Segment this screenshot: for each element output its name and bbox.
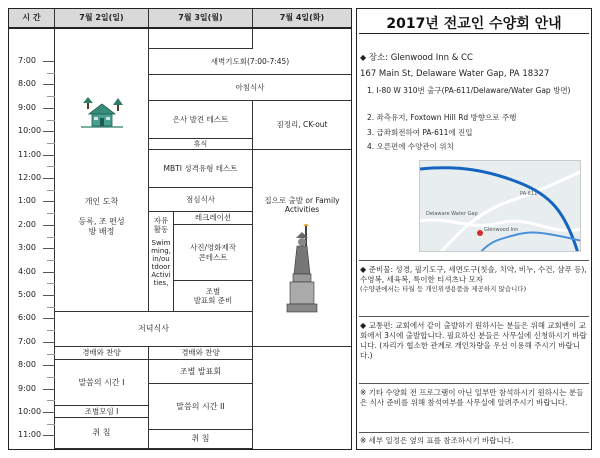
hour-tick xyxy=(43,155,55,156)
day1-sleep: 취 침 xyxy=(55,418,149,449)
title-divider xyxy=(359,33,589,34)
time-label: 7:00 xyxy=(18,56,36,65)
cabin-icon xyxy=(79,97,125,131)
free-detail: Swim ming, in/ou tdoor Activi ties, xyxy=(151,238,171,287)
time-label: 6:00 xyxy=(18,313,36,323)
note-partial: ※ 기타 수양회 전 프로그램이 아닌 일부만 참석하시기 원하시는 분들은 식사 준비를 위해 참석여부를 사무실에 알려주시기 바랍니다. xyxy=(360,388,584,407)
time-column xyxy=(9,29,55,449)
direction-1: 1. I-80 W 310번 출구(PA-611/Delaware/Water Gap 방면) xyxy=(367,86,571,95)
hour-tick xyxy=(43,61,55,62)
half-hour-tick xyxy=(47,400,55,401)
half-hour-tick xyxy=(47,424,55,425)
header-day3: 7월 4일(화) xyxy=(253,9,351,29)
time-label: 11:00 xyxy=(18,149,42,159)
day3-empty xyxy=(253,347,351,449)
time-label: 12:00 xyxy=(18,173,42,182)
transport xyxy=(360,321,590,361)
info-panel xyxy=(356,8,592,450)
time-label: 9:00 xyxy=(18,102,36,112)
hour-tick xyxy=(43,272,55,273)
address: 167 Main St, Delaware Water Gap, PA 18327 xyxy=(360,69,550,79)
diamond-bullet-icon: ◆ xyxy=(360,53,369,62)
divider-3 xyxy=(359,383,589,384)
time-label: 10:00 xyxy=(18,126,42,136)
free-title: 자유 활동 xyxy=(153,216,169,235)
half-hour-tick xyxy=(47,143,55,144)
header-day2: 7월 3일(월) xyxy=(149,9,253,29)
hour-tick xyxy=(43,248,55,249)
half-hour-tick xyxy=(47,120,55,121)
half-hour-tick xyxy=(47,190,55,191)
time-label: 8:00 xyxy=(18,79,36,89)
half-hour-tick xyxy=(47,166,55,167)
half-hour-tick xyxy=(47,260,55,261)
hour-tick xyxy=(43,108,55,109)
half-hour-tick xyxy=(47,73,55,74)
page-title: 2017년 전교인 수양회 안내 xyxy=(386,16,562,32)
map-label-inn: Glenwood Inn xyxy=(484,227,519,233)
day2-word: 말씀의 시간 II xyxy=(149,384,253,430)
time-label: 4:00 xyxy=(18,266,36,276)
time-label: 11:00 xyxy=(18,430,42,440)
hour-tick xyxy=(43,435,55,436)
half-hour-tick xyxy=(47,354,55,355)
hour-tick xyxy=(43,412,55,413)
location-map xyxy=(419,160,581,252)
gift-test: 은사 발견 테스트 xyxy=(149,101,253,139)
note-schedule: ※ 세부 일정은 옆의 표를 참조하시기 바랍니다. xyxy=(360,436,514,445)
half-hour-tick xyxy=(47,330,55,331)
depart-block xyxy=(253,150,351,347)
half-hour-tick xyxy=(47,307,55,308)
day1-worship: 경배와 찬양 xyxy=(55,347,149,360)
diamond-bullet-icon: ◆ xyxy=(360,321,369,330)
mbti-test: MBTI 성격유형 테스트 xyxy=(149,150,253,188)
schedule-table xyxy=(8,8,352,450)
hour-tick xyxy=(43,201,55,202)
half-hour-tick xyxy=(47,237,55,238)
map-label-route: PA-611 xyxy=(520,191,538,197)
cleanup-checkout: 짐정리, CK-out xyxy=(253,101,351,150)
hour-tick xyxy=(43,178,55,179)
supplies-note: (수양관에서는 타월 등 개인위생용품을 제공하지 않습니다) xyxy=(360,285,527,294)
direction-4: 4. 오른편에 수양관이 위치 xyxy=(367,142,454,151)
day2-sleep: 취 침 xyxy=(149,430,253,449)
hour-tick xyxy=(43,225,55,226)
time-label: 7:00 xyxy=(18,336,36,346)
half-hour-tick xyxy=(47,213,55,214)
dinner: 저녁식사 xyxy=(55,312,253,347)
statue-of-liberty-icon xyxy=(284,224,320,314)
half-hour-tick xyxy=(47,283,55,284)
hour-tick xyxy=(43,342,55,343)
hour-tick xyxy=(43,365,55,366)
hour-tick xyxy=(43,295,55,296)
transport-label: 교통편: xyxy=(368,321,396,330)
hour-tick xyxy=(43,389,55,390)
half-hour-tick xyxy=(47,96,55,97)
transport-text: 교회에서 같이 출발하기 원하시는 분들은 위해 교회밴이 교회에서 3시에 출발합니다. 필요하신 분들은 사무실에 신청하시기 바랍니다. (자리가 협소한 관계로 개인차량을 우선 이용해 주시기 바랍니다.) xyxy=(360,321,587,360)
arrival-title: 개인 도착 xyxy=(84,197,119,206)
depart-text: 집으로 출발 or Family Activities xyxy=(264,195,340,214)
lunch: 점심식사 xyxy=(149,188,253,212)
half-hour-tick xyxy=(47,377,55,378)
time-label: 8:00 xyxy=(18,360,36,370)
time-label: 3:00 xyxy=(18,243,36,253)
dawn-prayer: 새벽기도회(7:00-7:45) xyxy=(149,49,351,75)
supplies xyxy=(360,265,590,294)
day1-arrival-block xyxy=(55,29,149,312)
place-label: 장소: xyxy=(368,53,391,63)
direction-3: 3. 급좌회전하여 PA-611에 진입 xyxy=(367,128,473,137)
hour-tick xyxy=(43,318,55,319)
rest: 휴식 xyxy=(149,139,253,150)
time-label: 9:00 xyxy=(18,383,36,393)
diamond-bullet-icon: ◆ xyxy=(360,265,369,274)
header-day1: 7월 2일(일) xyxy=(55,9,149,29)
free-activity xyxy=(149,212,174,312)
time-label: 5:00 xyxy=(18,290,36,299)
direction-2: 2. 좌측유지, Foxtown Hill Rd 방향으로 주행 xyxy=(367,113,517,122)
arrival-detail: 등록, 조 편성 방 배정 xyxy=(78,217,125,236)
supplies-label: 준비물: xyxy=(368,265,396,274)
photo-contest: 사진/영화제작 콘테스트 xyxy=(174,225,253,281)
divider-4 xyxy=(359,432,589,433)
day2-blank xyxy=(149,29,253,49)
hour-tick xyxy=(43,131,55,132)
time-label: 1:00 xyxy=(18,196,36,206)
day1-word: 말씀의 시간 I xyxy=(55,360,149,406)
header-time: 시 간 xyxy=(9,9,55,29)
map-graphic xyxy=(420,161,581,252)
time-label: 10:00 xyxy=(18,407,42,416)
place-name: Glenwood Inn & CC xyxy=(390,53,473,63)
day1-group: 조별모임 I xyxy=(55,406,149,418)
divider-2 xyxy=(359,316,589,317)
recreation: 레크레이션 xyxy=(174,212,253,225)
time-label: 2:00 xyxy=(18,219,36,229)
supplies-text: 성경, 필기도구, 세면도구(칫솔, 치약, 비누, 수건, 샴푸 등), 수영복, 세육복, 특이한 티셔츠나 모자 xyxy=(360,265,587,285)
group-presentation: 조별 발표회 xyxy=(149,360,253,384)
breakfast: 아침식사 xyxy=(149,75,351,101)
group-prep: 조별 발표회 준비 xyxy=(174,281,253,312)
hour-tick xyxy=(43,84,55,85)
divider-1 xyxy=(359,260,589,261)
place-line xyxy=(360,53,473,64)
map-label-town: Delaware Water Gap xyxy=(426,211,478,217)
day2-worship: 경배와 찬양 xyxy=(149,347,253,360)
